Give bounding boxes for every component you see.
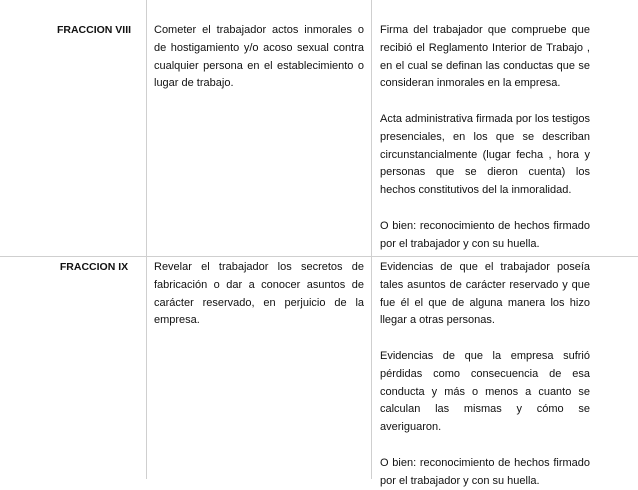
evidence-paragraph: O bien: reconocimiento de hechos firmado por el trabajador y con su huella. bbox=[380, 219, 590, 250]
fraction-description bbox=[154, 22, 364, 93]
fraction-description bbox=[154, 259, 364, 330]
column-divider-right bbox=[371, 0, 372, 479]
evidence-paragraph: Acta administrativa firmada por los testigos presenciales, en los que se describan circunstancialmente (lugar fecha , hora y personas que se dieron cuenta) los hechos constitutivos del la inmoralidad. bbox=[380, 112, 590, 197]
evidence-cell bbox=[380, 22, 590, 253]
evidence-paragraph: Firma del trabajador que compruebe que recibió el Reglamento Interior de Trabajo , en el cual se definan las conductas que se consideran inmorales en la empresa. bbox=[380, 24, 590, 90]
description-text: Cometer el trabajador actos inmorales o de hostigamiento y/o acoso sexual contra cualquier persona en el establecimiento o lugar de trabajo. bbox=[154, 24, 364, 90]
evidence-paragraph: Evidencias de que el trabajador poseía tales asuntos de carácter reservado y que fue él el que de alguna manera los hizo llegar a otras personas. bbox=[380, 261, 590, 327]
evidence-paragraph: O bien: reconocimiento de hechos firmado por el trabajador y con su huella. bbox=[380, 456, 590, 487]
row-divider bbox=[0, 256, 638, 257]
fraction-label: FRACCION IX bbox=[59, 261, 129, 273]
column-divider-left bbox=[146, 0, 147, 479]
evidence-paragraph: Evidencias de que la empresa sufrió pérdidas como consecuencia de esa conducta y más o menos a cuanto se calculan las mismas y cómo se averiguaron. bbox=[380, 349, 590, 434]
fraction-label: FRACCION VIII bbox=[56, 24, 132, 36]
evidence-cell bbox=[380, 259, 590, 490]
description-text: Revelar el trabajador los secretos de fabricación o dar a conocer asuntos de carácter reservado, en perjuicio de la empresa. bbox=[154, 261, 364, 327]
